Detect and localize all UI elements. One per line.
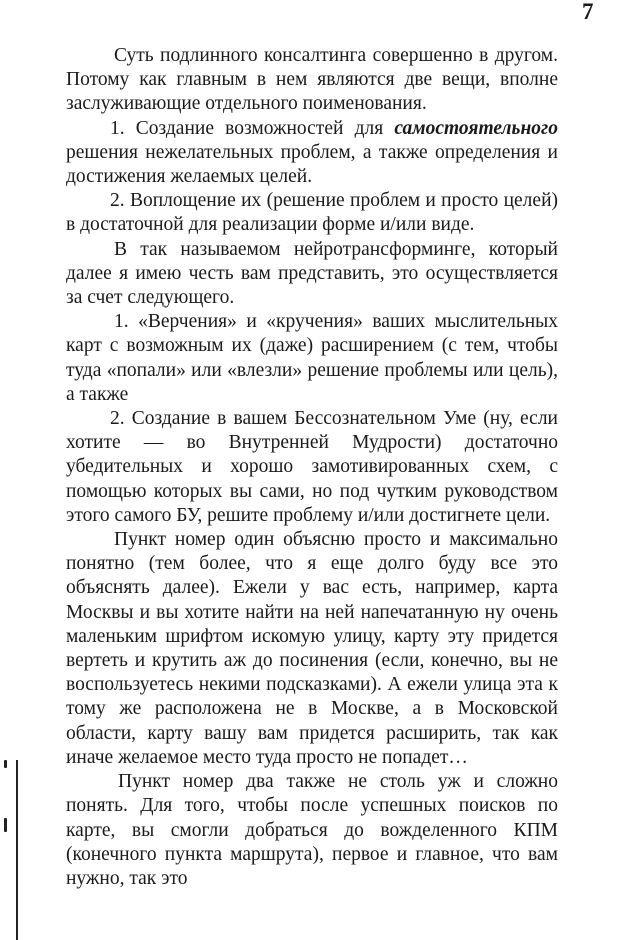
paragraph-neurotransforming: В так называемом нейротрансформинге, который далее я имею честь вам представить, это осуществляется за счет следующего. [66,238,558,309]
paragraph-point-two-explained: Пункт номер два также не столь уж и сложно понять. Для того, чтобы после успешных поисков по карте, вы смогли добраться до вожделенного КПМ (конечного пункта маршрута), первое и главное, что вам нужно, так это [66,771,558,889]
scan-spine-line [16,760,18,940]
paragraph-point-1-end: решения нежелательных проблем, а также определения и достижения желаемых целей. [66,141,558,188]
paragraph-point-2-embodiment: 2. Воплощение их (решение проблем и просто целей) в достаточной для реализации форме и/или виде. [66,190,558,236]
paragraph-point-one-explained: Пункт номер один объясню просто и максимально понятно (тем более, что я еще долго буду все это объяснять далее). Ежели у вас есть, например, карта Москвы и вы хотите найти на ней напечатанную ну очень маленьким шрифтом искомую улицу, карту эту придется вертеть и крутить аж до посинения (если, конечно, вы не воспользуетесь некими подсказками). А ежели улица эта к тому же расположена не в Москве, а в Московской области, карту вашу вам придется расширить, так как иначе желаемое место туда просто не попадет… [66,529,558,768]
page-number: 7 [582,0,594,24]
paragraph-point-1-creation [66,117,558,190]
paragraph-unconscious-mind: 2. Создание в вашем Бессознательном Уме (ну, если хотите — во Внутренней Мудрости) достаточно убедительных и хорошо замотивированных схем, с помощью которых вы сами, но под чутким руководством этого самого БУ, решите проблему и/или достигнете цели. [66,408,558,526]
page-body [66,44,558,891]
paragraph-map-rotation: 1. «Верчения» и «кручения» ваших мыслительных карт с возможным их (даже) расширением (с тем, чтобы туда «попали» или «влезли» решение проблемы или цель), а также [66,311,558,405]
paragraph-consulting-essence: Суть подлинного консалтинга совершенно в другом. Потому как главным в нем являются две вещи, вполне заслуживающие отдельного поименования. [66,45,558,115]
paragraph-point-1-start: 1. Создание возможностей для [110,117,395,139]
scan-mark [4,818,7,832]
scan-mark [4,760,7,768]
emphasis-independent: самостоятельного [394,117,558,139]
